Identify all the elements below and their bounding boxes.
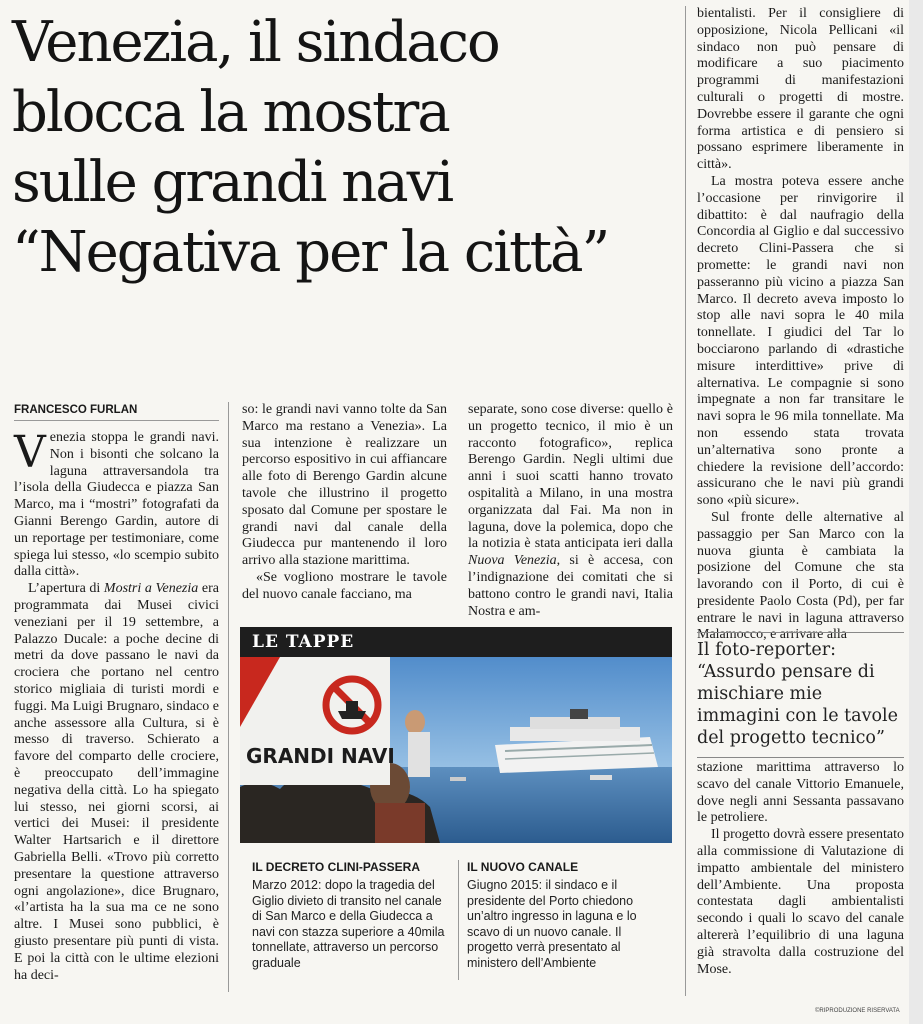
article-column-4-continued	[697, 760, 904, 978]
newspaper-title: Nuova Venezia	[468, 553, 557, 569]
timeline-title: IL DECRETO CLINI-PASSERA	[252, 860, 421, 874]
exhibition-title: Mostri a Venezia	[103, 581, 199, 597]
article-paragraph: La mostra poteva essere anche l’occasione per rinvigorire il dibattito: è dal naufragio della Concordia al Giglio e dal successivo decreto Clini-Passera che si promette: le grandi navi non passeranno più vicino a piazza San Marco. Il decreto aveva imposto lo stop alle navi sopra le 40 mila tonnellate. I giudici del Tar lo bocciarono parlando di «drastiche misure interdittive» prive di alternativa. Le compagnie si sono impegnate a non far transitare le navi sopra le 96 mila tonnellate. Ma non essendo stata trovata un’alternativa sono pronte a chiedere la revisione dell’accordo: assicurano che le navi più grandi sono «più sicure».	[697, 173, 904, 509]
banner-text: GRANDI NAVI	[246, 744, 395, 768]
article-paragraph: L’apertura di Mostri a Venezia era programmata dai Musei civici veneziani per il 19 settembre, a Palazzo Ducale: a poche decine di metri da dove passano le navi da crociera che portano nel centro storico migliaia di turisti mordi e fuggi. Ma Luigi Brugnaro, sindaco e anche assessore alla Cultura, si è messo di traverso. Schierato a favore del comparto delle crociere, è preoccupato dell’immagine negativa della città. Lo ha spiegato lui stesso, nei giorni scorsi, ai vertici dei Musei: il presidente Walter Hartsarich e il direttore Gabriella Belli. «Trovo più corretto presentare la questione attraverso ogni angolazione», dice Brugnaro, «l’artista ha la sua ma ce ne sono altre. I Musei sono pubblici, è giusto presentare più punti di vista. E poi la città con le ultime elezioni ha deci-	[14, 581, 219, 983]
tappe-label: LE TAPPE	[240, 627, 672, 657]
article-paragraph: stazione marittima attraverso lo scavo del canale Vittorio Emanuele, dove negli anni Sessanta passavano le petroliere.	[697, 760, 904, 826]
article-paragraph: Sul fronte delle alternative al passaggio per San Marco con la nuova giunta è cambiata la posizione del Comune che sta lavorando con il Porto, di cui è presidente Paolo Costa (Pd), per far entrare le navi in laguna attraverso Malamocco, e arrivare alla	[697, 509, 904, 643]
timeline-item-decreto	[252, 860, 452, 972]
protest-banner	[240, 657, 395, 785]
article-paragraph: Il progetto dovrà essere presentato alla commissione di Valutazione di impatto ambientale del ministero dell’Ambiente. Una proposta contestata dagli ambientalisti secondo i quali lo scavo del canale altererà l’equilibrio di una laguna già stravolta dalla costruzione del Mose.	[697, 827, 904, 977]
timeline-text: Marzo 2012: dopo la tragedia del Giglio divieto di transito nel canale di San Marco e della Giudecca a navi con stazza superiore a 40mila tonnellate, attraverso un percorso graduale	[252, 878, 445, 970]
article-paragraph: separate, sono cose diverse: quello è un progetto tecnico, il mio è un racconto fotografico», replica Berengo Gardin. Negli ultimi due anni i suoi scatti hanno trovato ospitalità a Milano, in una mostra organizzata dal Fai. Ma non in laguna, dove la polemica, dopo che la notizia è stata anticipata ieri dalla Nuova Venezia, si è accesa, con l’indignazione dei comitati che si battono contro le grandi navi, Italia Nostra e am-	[468, 402, 673, 619]
pull-quote: Il foto-reporter: “Assurdo pensare di mischiare mie immagini con le tavole del progetto tecnico”	[697, 632, 904, 758]
timeline-title: IL NUOVO CANALE	[467, 860, 579, 874]
article-column-1	[14, 427, 219, 984]
article-paragraph: bientalisti. Per il consigliere di opposizione, Nicola Pellicani «il sindaco non può pensare di modificare a suo piacimento programmi di manifestazioni culturali o progetti di mostre. Dovrebbe essere il garante che ogni forma artistica e di pensiero si possano esprimere liberamente in città».	[697, 6, 904, 173]
photo-illustration	[240, 627, 672, 843]
article-paragraph: enezia stoppa le grandi navi. Non i bisonti che solcano la laguna attraversandola tra l’isola della Giudecca e piazza San Marco, ma i “mostri” fotografati da Gianni Berengo Gardin, autore di un reportage per testimoniare, come spiega lui stesso, «lo scempio subito dalla città».	[14, 430, 219, 580]
headline-line-4: “Negativa per la città”	[12, 220, 609, 285]
article-paragraph: «Se vogliono mostrare le tavole del nuovo canale facciano, ma	[242, 569, 447, 602]
headline-line-3: sulle grandi navi	[12, 150, 453, 215]
article-column-2	[242, 402, 447, 604]
divider	[458, 860, 459, 980]
timeline-item-canale	[467, 860, 667, 972]
dropcap: V	[14, 427, 46, 478]
protest-photo	[240, 627, 672, 843]
byline: FRANCESCO FURLAN	[14, 404, 219, 421]
article-column-4	[697, 6, 904, 644]
article-column-3	[468, 402, 673, 620]
headline	[12, 8, 692, 288]
timeline-text: Giugno 2015: il sindaco e il presidente del Porto chiedono un’altro ingresso in laguna e lo scavo di un nuovo canale. Il progetto verrà presentato al ministero dell’Ambiente	[467, 878, 637, 970]
article-paragraph: so: le grandi navi vanno tolte da San Marco ma restano a Venezia». La sua intenzione è realizzare un percorso espositivo in cui affiancare alle foto di Berengo Gardin alcune tavole che illustrino il progetto sposato dal Comune per spostare le grandi navi dal canale della Giudecca pur mantenendo il loro arrivo alla stazione marittima.	[242, 402, 447, 569]
headline-line-2: blocca la mostra	[12, 80, 449, 145]
page-edge	[909, 0, 923, 1024]
headline-line-1: Venezia, il sindaco	[12, 10, 499, 75]
copyright-notice: ©RIPRODUZIONE RISERVATA	[815, 1008, 900, 1014]
column-divider	[228, 402, 229, 992]
column-divider	[685, 6, 686, 996]
